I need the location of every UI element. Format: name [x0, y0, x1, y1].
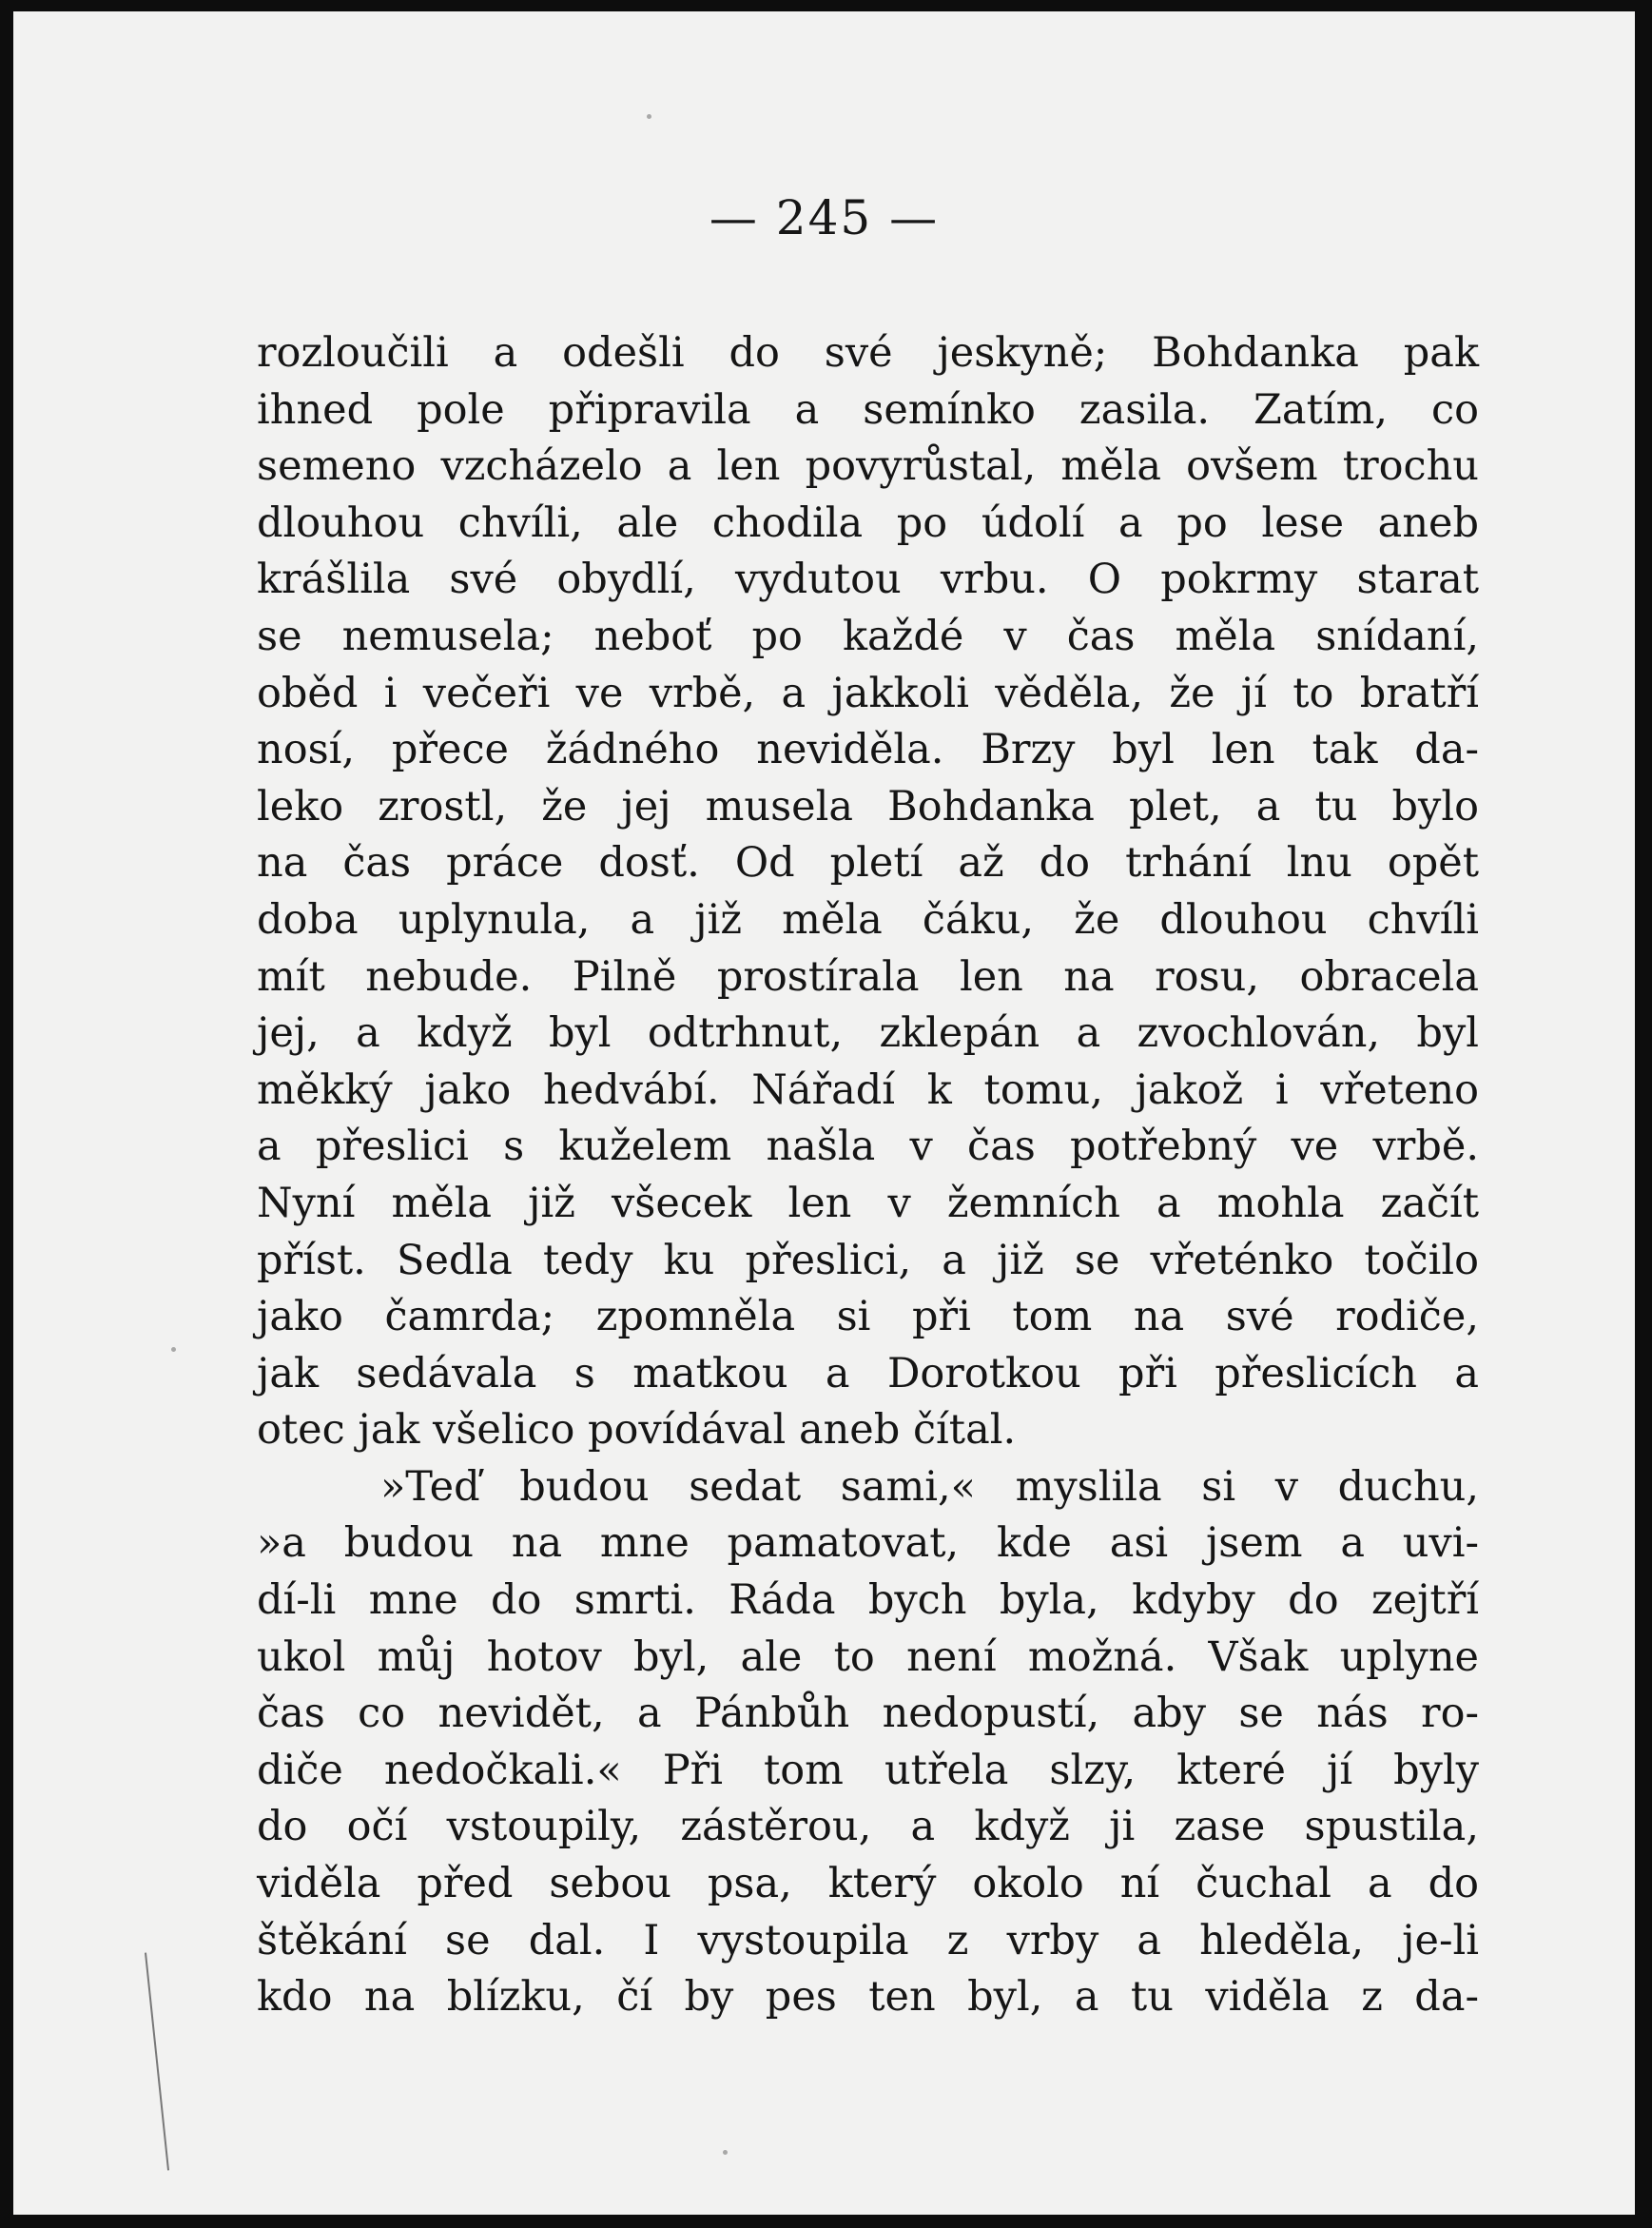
text-line: viděla před sebou psa, který okolo ní čuchal a do	[257, 1860, 1479, 1908]
text-line: se nemusela; neboť po každé v čas měla snídaní,	[257, 612, 1479, 660]
body-text	[257, 325, 1479, 2026]
text-line: leko zrostl, že jej musela Bohdanka plet, a tu bylo	[257, 782, 1479, 831]
dust-speck	[723, 2150, 728, 2155]
text-line: měkký jako hedvábí. Nářadí k tomu, jakož i vřeteno	[257, 1065, 1479, 1114]
dust-speck	[647, 114, 651, 119]
text-line: příst. Sedla tedy ku přeslici, a již se vřeténko točilo	[257, 1236, 1479, 1284]
text-line: semeno vzcházelo a len povyrůstal, měla ovšem trochu	[257, 442, 1479, 491]
page-number: — 245 —	[709, 190, 940, 245]
text-line: mít nebude. Pilně prostírala len na rosu, obracela	[257, 952, 1479, 1001]
text-line: »Teď budou sedat sami,« myslila si v duchu,	[380, 1462, 1479, 1511]
text-line: jako čamrda; zpomněla si při tom na své rodiče,	[257, 1293, 1479, 1341]
text-line: do očí vstoupily, zástěrou, a když ji zase spustila,	[257, 1803, 1479, 1851]
text-line: »a budou na mne pamatovat, kde asi jsem a uvi-	[257, 1519, 1479, 1568]
text-line: jak sedávala s matkou a Dorotkou při přeslicích a	[257, 1349, 1479, 1397]
text-line: ihned pole připravila a semínko zasila. Zatím, co	[257, 385, 1479, 434]
dust-speck	[171, 1347, 176, 1352]
book-page	[13, 11, 1635, 2215]
text-line: oběd i večeři ve vrbě, a jakkoli věděla, že jí to bratří	[257, 669, 1479, 717]
text-line: rozloučili a odešli do své jeskyně; Bohdanka pak	[257, 329, 1479, 377]
text-line: dlouhou chvíli, ale chodila po údolí a po lese aneb	[257, 498, 1479, 547]
text-line: ukol můj hotov byl, ale to není možná. Však uplyne	[257, 1632, 1479, 1681]
text-line: Nyní měla již všecek len v žemních a mohla začít	[257, 1179, 1479, 1227]
text-line: a přeslici s kuželem našla v čas potřebný ve vrbě.	[257, 1123, 1479, 1171]
text-line: na čas práce dosť. Od pletí až do trhání lnu opět	[257, 839, 1479, 888]
text-line: otec jak všelico povídával aneb čítal.	[257, 1406, 1017, 1455]
text-line: štěkání se dal. I vystoupila z vrby a hleděla, je-li	[257, 1916, 1479, 1964]
text-line: nosí, přece žádného neviděla. Brzy byl len tak da-	[257, 726, 1479, 774]
text-line: doba uplynula, a již měla čáku, že dlouhou chvíli	[257, 895, 1479, 944]
text-line: krášlila své obydlí, vydutou vrbu. O pokrmy starat	[257, 556, 1479, 604]
text-line: diče nedočkali.« Při tom utřela slzy, které jí byly	[257, 1746, 1479, 1794]
text-line: dí-li mne do smrti. Ráda bych byla, kdyby do zejtří	[257, 1576, 1479, 1625]
text-line: jej, a když byl odtrhnut, zklepán a zvochlován, byl	[257, 1009, 1479, 1058]
text-line: čas co nevidět, a Pánbůh nedopustí, aby se nás ro-	[257, 1690, 1479, 1738]
scratch-mark	[145, 1953, 169, 2171]
text-line: kdo na blízku, čí by pes ten byl, a tu viděla z da-	[257, 1973, 1479, 2022]
